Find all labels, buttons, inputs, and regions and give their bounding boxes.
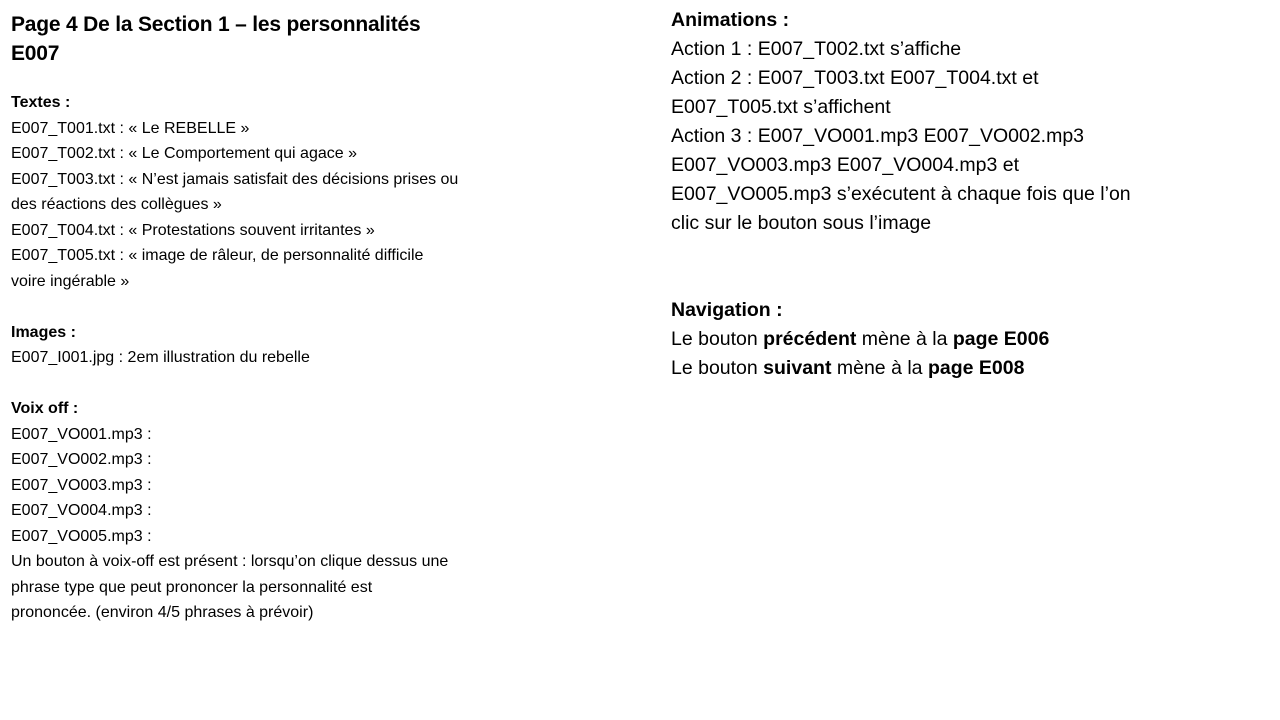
voix-off-line: Un bouton à voix-off est présent : lorsqu’on clique dessus une	[11, 553, 449, 570]
animations-heading: Animations :	[671, 9, 790, 31]
spacer	[11, 294, 571, 320]
voix-off-line: phrase type que peut prononcer la personnalité est	[11, 578, 373, 596]
spacer	[11, 68, 571, 90]
voix-off-line: E007_VO001.mp3 :	[11, 425, 152, 443]
navigation-prev-line	[671, 325, 1231, 354]
voix-off-line: prononcée. (environ 4/5 phrases à prévoir)	[11, 604, 314, 621]
spacer	[11, 371, 571, 397]
animations-line: E007_VO005.mp3 s’exécutent à chaque fois que l’on	[671, 183, 1131, 205]
animations-line: E007_T005.txt s’affichent	[671, 96, 891, 118]
images-line: E007_I001.jpg : 2em illustration du rebelle	[11, 349, 310, 366]
right-column	[671, 6, 1231, 383]
nav-prev-target: page E006	[952, 328, 1050, 350]
voix-off-heading: Voix off :	[11, 400, 79, 417]
navigation-next-line	[671, 354, 1231, 383]
nav-text: Le bouton	[671, 357, 764, 379]
images-heading: Images :	[11, 323, 76, 341]
textes-line: des réactions des collègues »	[11, 196, 222, 213]
textes-line: E007_T002.txt : « Le Comportement qui agace »	[11, 145, 357, 162]
textes-line: E007_T004.txt : « Protestations souvent irritantes »	[11, 221, 375, 239]
nav-text: mène à la	[856, 328, 953, 350]
textes-heading: Textes :	[11, 94, 71, 111]
animations-line: E007_VO003.mp3 E007_VO004.mp3 et	[671, 154, 1019, 176]
navigation-heading: Navigation :	[671, 299, 783, 321]
nav-next-target: page E008	[927, 357, 1025, 379]
textes-line: voire ingérable »	[11, 272, 130, 290]
animations-line: Action 2 : E007_T003.txt E007_T004.txt et	[671, 67, 1039, 89]
textes-line: E007_T005.txt : « image de râleur, de personnalité difficile	[11, 247, 424, 264]
textes-line: E007_T003.txt : « N’est jamais satisfait des décisions prises ou	[11, 170, 459, 188]
nav-text: mène à la	[831, 357, 928, 379]
page-code: E007	[11, 42, 60, 65]
nav-prev-button-name: précédent	[763, 328, 857, 350]
animations-line: Action 3 : E007_VO001.mp3 E007_VO002.mp3	[671, 125, 1085, 147]
voix-off-line: E007_VO004.mp3 :	[11, 502, 152, 519]
nav-next-button-name: suivant	[763, 357, 832, 379]
textes-line: E007_T001.txt : « Le REBELLE »	[11, 119, 250, 137]
animations-line: Action 1 : E007_T002.txt s’affiche	[671, 38, 962, 60]
voix-off-line: E007_VO003.mp3 :	[11, 476, 152, 494]
animations-line: clic sur le bouton sous l’image	[671, 212, 932, 234]
page-title: Page 4 De la Section 1 – les personnalités	[11, 13, 421, 36]
voix-off-line: E007_VO002.mp3 :	[11, 451, 152, 468]
voix-off-line: E007_VO005.mp3 :	[11, 527, 152, 545]
spacer	[671, 238, 1231, 296]
nav-text: Le bouton	[671, 328, 764, 350]
left-column	[11, 10, 571, 626]
